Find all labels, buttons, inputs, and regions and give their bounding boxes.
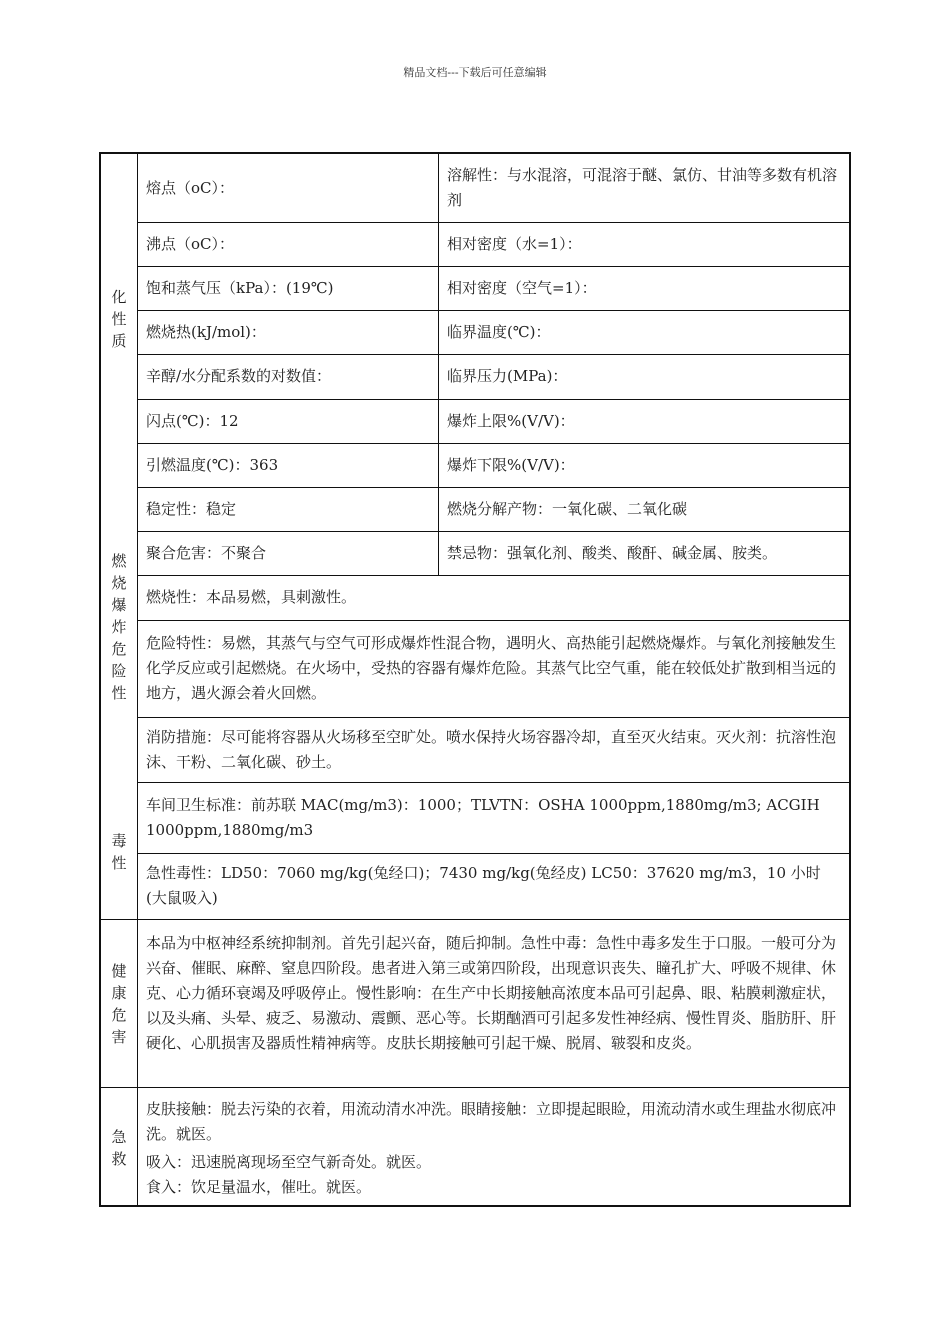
toxicity-workplace-standard: 车间卫生标准：前苏联 MAC(mg/m3)：1000；TLVTN：OSHA 1000ppm,1880mg/m3; ACGIH 1000ppm,1880mg/m3 bbox=[146, 795, 820, 839]
section-divider bbox=[101, 919, 849, 920]
section-label-chemical-properties: 化 性 质 bbox=[111, 288, 127, 350]
prop-flash-point: 闪点(℃)：12 bbox=[146, 411, 239, 430]
prop-ignition-temperature: 引燃温度(℃)：363 bbox=[146, 455, 279, 474]
prop-decomposition-products: 燃烧分解产物：一氧化碳、二氧化碳 bbox=[447, 499, 688, 518]
prop-critical-temperature: 临界温度(℃)： bbox=[447, 322, 551, 341]
prop-melting-point: 熔点（oC）： bbox=[146, 178, 235, 197]
prop-stability: 稳定性：稳定 bbox=[146, 499, 237, 518]
prop-critical-pressure: 临界压力(MPa)： bbox=[447, 367, 568, 385]
fire-hazard-characteristics: 危险特性：易燃，其蒸气与空气可形成爆炸性混合物，遇明火、高热能引起燃烧爆炸。与氧化剂接触发生化学反应或引起燃烧。在火场中，受热的容器有爆炸危险。其蒸气比空气重，能在较低处扩散到相当远的地方，遇火源会着火回燃。 bbox=[146, 634, 837, 702]
section-label-toxicity: 毒 性 bbox=[111, 832, 127, 872]
msds-table bbox=[99, 152, 851, 1207]
first-aid-skin-eye: 皮肤接触：脱去污染的衣着，用流动清水冲洗。眼睛接触：立即提起眼睑，用流动清水或生理盐水彻底冲洗。就医。 bbox=[146, 1100, 837, 1143]
toxicity-acute: 急性毒性：LD50：7060 mg/kg(兔经口)；7430 mg/kg(兔经皮) LC50：37620 mg/m3，10 小时(大鼠吸入) bbox=[146, 864, 821, 907]
prop-polymerization-hazard: 聚合危害：不聚合 bbox=[146, 543, 267, 562]
section-divider bbox=[101, 1087, 849, 1088]
page-header: 精品文档---下载后可任意编辑 bbox=[403, 66, 547, 79]
prop-heat-of-combustion: 燃烧热(kJ/mol)： bbox=[146, 322, 266, 341]
prop-incompatible-materials: 禁忌物：强氧化剂、酸类、酸酐、碱金属、胺类。 bbox=[447, 543, 778, 562]
fire-fighting-measures: 消防措施：尽可能将容器从火场移至空旷处。喷水保持火场容器冷却，直至灭火结束。灭火剂：抗溶性泡沫、干粉、二氧化碳、砂土。 bbox=[146, 727, 837, 771]
prop-relative-density-air: 相对密度（空气=1）： bbox=[447, 278, 597, 297]
prop-vapor-pressure: 饱和蒸气压（kPa）：(19℃) bbox=[146, 278, 334, 297]
health-hazard-text: 本品为中枢神经系统抑制剂。首先引起兴奋，随后抑制。急性中毒：急性中毒多发生于口服。一般可分为兴奋、催眠、麻醉、窒息四阶段。患者进入第三或第四阶段，出现意识丧失、瞳孔扩大、呼吸不规律、休克、心力循环衰竭及呼吸停止。慢性影响：在生产中长期接触高浓度本品可引起鼻、眼、粘膜刺激症状，以及头痛、头晕、疲乏、易激动、震颤、恶心等。长期酗酒可引起多发性神经病、慢性胃炎、脂肪肝、肝硬化、心肌损害及器质性精神病等。皮肤长期接触可引起干燥、脱屑、皲裂和皮炎。 bbox=[146, 934, 837, 1052]
prop-lower-explosion-limit: 爆炸下限%(V/V)： bbox=[447, 455, 575, 474]
section-label-health-hazard: 健 康 危 害 bbox=[111, 962, 127, 1046]
prop-partition-coefficient: 辛醇/水分配系数的对数值： bbox=[146, 367, 332, 385]
first-aid-ingestion: 食入：饮足量温水，催吐。就医。 bbox=[146, 1178, 372, 1196]
prop-solubility: 溶解性：与水混溶，可混溶于醚、氯仿、甘油等多数有机溶剂 bbox=[447, 166, 838, 209]
first-aid-inhalation: 吸入：迅速脱离现场至空气新奇处。就医。 bbox=[146, 1153, 432, 1171]
prop-relative-density-water: 相对密度（水=1）： bbox=[447, 234, 582, 253]
prop-boiling-point: 沸点（oC）： bbox=[146, 234, 235, 253]
section-label-first-aid: 急 救 bbox=[111, 1128, 127, 1168]
section-label-fire-explosion: 燃 烧 爆 炸 危 险 性 bbox=[111, 552, 127, 702]
prop-upper-explosion-limit: 爆炸上限%(V/V)： bbox=[447, 411, 575, 430]
fire-combustibility: 燃烧性：本品易燃，具刺激性。 bbox=[146, 588, 357, 606]
